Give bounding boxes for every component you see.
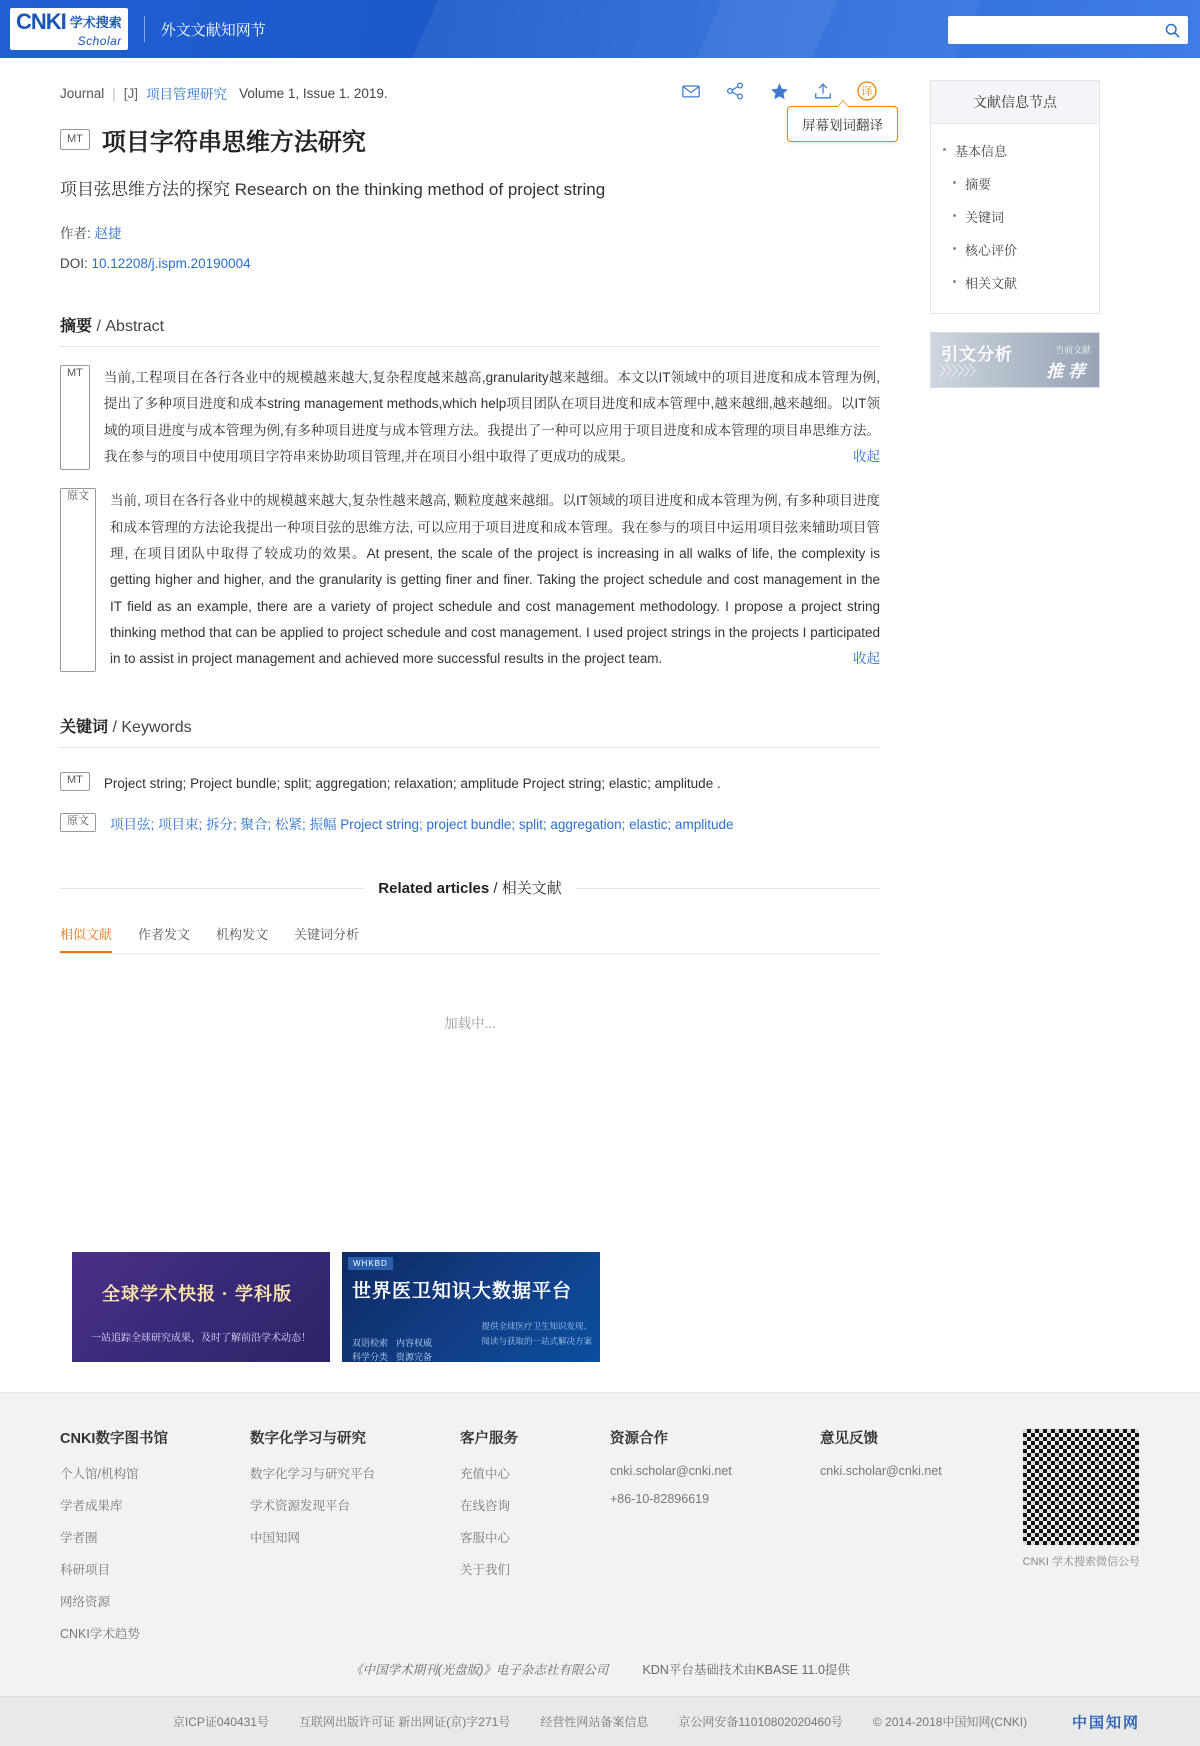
ad-whkbd-feature-2: 内容权威: [396, 1337, 433, 1348]
keywords-mt-text: Project string; Project bundle; split; aggregation; relaxation; amplitude Project string; elastic; amplitude .: [103, 776, 721, 792]
abstract-source-block: [60, 488, 880, 672]
translate-button[interactable]: [854, 78, 880, 104]
doc-type: Journal: [60, 85, 105, 101]
abstract-heading-en: Abstract: [105, 318, 165, 335]
footer-link-academic-trends[interactable]: CNKI学术趋势: [60, 1627, 140, 1642]
ad-whkbd-feature-4: 资源完备: [396, 1351, 433, 1362]
footer-column-feedback: [820, 1427, 970, 1656]
tab-keyword-analysis[interactable]: 关键词分析: [294, 927, 360, 943]
wechat-qr-block: [1023, 1429, 1140, 1569]
doc-info-card-title: 文献信息节点: [931, 81, 1099, 124]
footer-column-digital-learning: [250, 1427, 400, 1656]
footer-icp: 京ICP证040431号: [172, 1715, 269, 1730]
abstract-heading-sep: /: [96, 318, 101, 335]
abstract-mt-block: [60, 365, 880, 470]
header-title: 外文文献知网节: [160, 21, 266, 39]
keywords-source-text[interactable]: 项目弦; 项目束; 拆分; 聚合; 松紧; 振幅 Project string; project bundle; split; aggregation; elastic; amplitude: [110, 816, 734, 832]
footer-column-resource-cooperation: [610, 1427, 760, 1656]
abstract-mt-text-wrap: [104, 365, 880, 470]
loading-indicator: 加载中...: [444, 1016, 496, 1032]
footer-copyright: © 2014-2018中国知网(CNKI): [872, 1715, 1028, 1730]
sidebar-item-keywords[interactable]: 关键词: [931, 200, 1099, 233]
footer-link-scholar-circle[interactable]: 学者圈: [60, 1531, 98, 1546]
logo-scholar-text: Scholar: [77, 34, 122, 48]
footer-link-network-resources[interactable]: 网络资源: [60, 1595, 111, 1610]
source-tag: 原文: [60, 488, 96, 672]
author-link[interactable]: 赵捷: [94, 226, 122, 241]
related-title-en: Related articles: [378, 880, 490, 898]
footer-link-discovery-platform[interactable]: 学术资源发现平台: [250, 1499, 351, 1514]
ad-whkbd-desc-line2: 阅读与获取的一站式解决方案: [481, 1335, 592, 1346]
site-header: [0, 0, 1200, 58]
footer-heading-library: CNKI数字图书馆: [60, 1431, 168, 1448]
breadcrumb: [60, 80, 883, 133]
logo-cn-text: 学术搜索: [69, 14, 122, 30]
tab-institution-publications[interactable]: 机构发文: [216, 927, 269, 943]
footer-link-online-consult[interactable]: 在线咨询: [460, 1499, 511, 1514]
abstract-heading-zh: 摘要: [60, 318, 93, 335]
citation-banner-subtitle: 当前文献: [1054, 345, 1091, 355]
mt-tag: MT: [60, 129, 90, 150]
ad-whkbd-feature-3: 科学分类: [352, 1351, 389, 1362]
doi-row: [60, 256, 880, 271]
footer-link-about-us[interactable]: 关于我们: [460, 1563, 511, 1578]
citation-banner-title: 引文分析: [941, 345, 1013, 364]
keywords-heading-zh: 关键词: [60, 719, 109, 737]
citation-banner-recommend: 推 荐: [1046, 362, 1085, 381]
ad-whkbd-features-2: [352, 1350, 432, 1362]
doi-label: DOI:: [60, 256, 88, 271]
site-footer: [0, 1392, 1200, 1696]
doc-bracket: [J]: [123, 85, 139, 101]
volume-issue: Volume 1, Issue 1. 2019.: [239, 85, 388, 101]
mail-button[interactable]: [678, 78, 704, 104]
footer-website-record[interactable]: 经营性网站备案信息: [540, 1715, 649, 1730]
keywords-source-block: [60, 813, 880, 837]
star-icon: [769, 81, 790, 102]
abstract-source-collapse[interactable]: 收起: [853, 651, 880, 667]
mt-tag: MT: [60, 772, 90, 791]
search-button[interactable]: [1156, 16, 1188, 44]
subtitle: 项目弦思维方法的探究 Research on the thinking method of project string: [60, 180, 606, 199]
footer-heading-feedback: 意见反馈: [820, 1431, 878, 1448]
footer-legal-bar: [0, 1696, 1200, 1746]
ad-whkbd-badge: WHKBD: [348, 1257, 393, 1270]
ad-global-academic-subtitle: 一站追踪全球研究成果，及时了解前沿学术动态！: [91, 1333, 311, 1345]
keywords-heading: [60, 714, 880, 737]
action-toolbar: [678, 78, 883, 133]
footer-column-customer-service: [460, 1427, 550, 1656]
sidebar-item-related-articles[interactable]: 相关文献: [931, 266, 1099, 299]
abstract-divider: [60, 346, 880, 347]
ad-whkbd-feature-1: 双语检索: [352, 1337, 389, 1348]
footer-publish-license: 互联网出版许可证 新出网证(京)字271号: [298, 1715, 511, 1730]
sidebar-item-basic-info[interactable]: 基本信息: [931, 134, 1099, 167]
keywords-divider: [60, 747, 880, 748]
footer-columns: [60, 1427, 1140, 1656]
title-row: [60, 122, 880, 157]
ad-whkbd[interactable]: [342, 1252, 600, 1362]
footer-link-service-center[interactable]: 客服中心: [460, 1531, 511, 1546]
footer-heading-digital-learning: 数字化学习与研究: [250, 1431, 366, 1448]
logo-main-text: CNKI: [16, 9, 66, 34]
footer-contact-phone: +86-10-82896619: [610, 1492, 710, 1507]
doc-info-card: [930, 80, 1100, 314]
abstract-mt-collapse[interactable]: 收起: [853, 448, 880, 464]
translate-tooltip: 屏幕划词翻译: [787, 106, 898, 142]
footer-link-research-projects[interactable]: 科研项目: [60, 1563, 111, 1578]
breadcrumb-separator: |: [112, 85, 116, 101]
export-icon: [813, 81, 833, 101]
related-title-sep: /: [493, 880, 498, 898]
citation-analysis-banner[interactable]: [930, 332, 1100, 388]
page-body: [0, 58, 1200, 1032]
doi-link[interactable]: 10.12208/j.ispm.20190004: [91, 256, 251, 271]
related-articles-heading: [60, 877, 880, 898]
page-title: 项目字符串思维方法研究: [101, 129, 366, 156]
abstract-mt-text: 当前,工程项目在各行各业中的规模越来越大,复杂程度越来越高,granularity越来越细。本文以IT领域中的项目进度和成本管理为例,提出了多种项目进度和成本string management methods,which help项目团队在项目进度和成本管理中,越来越细,越来越细。以IT领域的项目进度与成本管理为例,有多种项目进度与成本管理方法。我提出了一种可以应用于项目进度和成本管理的项目串思维方法。我在参与的项目中使用项目字符串来协助项目管理,并在项目小组中取得了更成功的成果。: [103, 370, 880, 464]
mt-tag: MT: [60, 365, 90, 470]
footer-link-recharge-center[interactable]: 充值中心: [460, 1467, 511, 1482]
footer-middle-line: [60, 1660, 1140, 1678]
share-button[interactable]: [722, 78, 748, 104]
translate-icon: [856, 80, 878, 102]
share-icon: [725, 81, 745, 101]
footer-link-scholar-results[interactable]: 学者成果库: [60, 1499, 123, 1514]
author-label: 作者:: [60, 226, 91, 241]
abstract-heading: [60, 313, 880, 336]
footer-link-personal-library[interactable]: 个人馆/机构馆: [60, 1467, 139, 1482]
source-tag: 原文: [60, 813, 96, 832]
ad-whkbd-features: [352, 1336, 432, 1350]
ad-whkbd-desc-line1: 提供全球医疗卫生知识发现、: [481, 1321, 592, 1332]
ad-global-academic[interactable]: [72, 1252, 330, 1362]
footer-contact-email-cooperation[interactable]: cnki.scholar@cnki.net: [610, 1464, 732, 1479]
favorite-button[interactable]: [766, 78, 792, 104]
footer-police-record: 京公网安备11010802020460号: [678, 1715, 843, 1730]
ad-global-academic-title: 全球学术快报 · 学科版: [102, 1284, 292, 1305]
search-icon: [1164, 22, 1181, 39]
footer-link-cnki[interactable]: 中国知网: [250, 1531, 301, 1546]
cnki-logo[interactable]: [0, 8, 128, 50]
mail-icon: [681, 81, 701, 101]
ad-whkbd-title: 世界医卫知识大数据平台: [352, 1281, 573, 1303]
keywords-heading-en: Keywords: [121, 719, 192, 737]
author-row: [60, 222, 880, 242]
footer-column-library: [60, 1427, 190, 1656]
journal-link[interactable]: 项目管理研究: [146, 87, 228, 102]
footer-publisher: 《中国学术期刊(光盘版)》电子杂志社有限公司: [350, 1663, 609, 1678]
main-content: [60, 80, 883, 1032]
tab-similar-articles[interactable]: 相似文献: [60, 924, 112, 953]
ad-whkbd-description: [481, 1319, 592, 1348]
export-button[interactable]: [810, 78, 836, 104]
keywords-heading-sep: /: [112, 719, 117, 737]
tab-author-publications[interactable]: 作者发文: [138, 927, 191, 943]
abstract-source-text: 当前, 项目在各行各业中的规模越来越大,复杂性越来越高, 颗粒度越来越细。以IT领域的项目进度和成本管理为例, 有多种项目进度和成本管理的方法论我提出一种项目弦的思维方法, 可以应用于项目进度和成本管理。我在参与的项目中运用项目弦来辅助项目管理, 在项目团队中取得了较成功的效果。At present, the scale of the project is increasing in all walks of life, the complexity is getting higher and higher, and the granularity is getting finer and finer. Taking the project schedule and cost management in the IT field as an example, there are a variety of project schedule and cost management methodology. I propose a project string thinking method that can be applied to project schedule and cost management. I used project strings in the projects I participated in to assist in project management and achieved more successful results in the project team.: [110, 493, 880, 667]
citation-banner-arrows: 〉〉〉〉〉〉: [939, 363, 982, 379]
qr-code-icon: [1023, 1429, 1139, 1545]
cnki-cn-logo: 中国知网: [1071, 1714, 1140, 1732]
footer-heading-resource-cooperation: 资源合作: [610, 1431, 668, 1448]
abstract-source-text-wrap: [110, 488, 880, 672]
footer-kdn-platform: KDN平台基础技术由KBASE 11.0提供: [642, 1663, 850, 1678]
search-box[interactable]: [948, 16, 1188, 44]
footer-link-digital-platform[interactable]: 数字化学习与研究平台: [250, 1467, 376, 1482]
header-divider: [144, 16, 145, 42]
search-input[interactable]: [948, 17, 1156, 43]
keywords-mt-block: [60, 772, 880, 796]
related-tabs: [60, 924, 880, 954]
footer-heading-customer-service: 客户服务: [460, 1431, 518, 1448]
sidebar-item-abstract[interactable]: 摘要: [931, 167, 1099, 200]
svg-text:译: 译: [861, 86, 873, 98]
qr-caption: CNKI 学术搜索微信公号: [1022, 1556, 1140, 1569]
doc-info-list: [931, 124, 1099, 313]
footer-contact-email-feedback[interactable]: cnki.scholar@cnki.net: [820, 1464, 942, 1479]
sidebar: [930, 80, 1100, 1032]
ad-banner-row: [0, 1252, 1200, 1362]
sidebar-item-core-evaluation[interactable]: 核心评价: [931, 233, 1099, 266]
related-title-zh: 相关文献: [501, 880, 562, 898]
